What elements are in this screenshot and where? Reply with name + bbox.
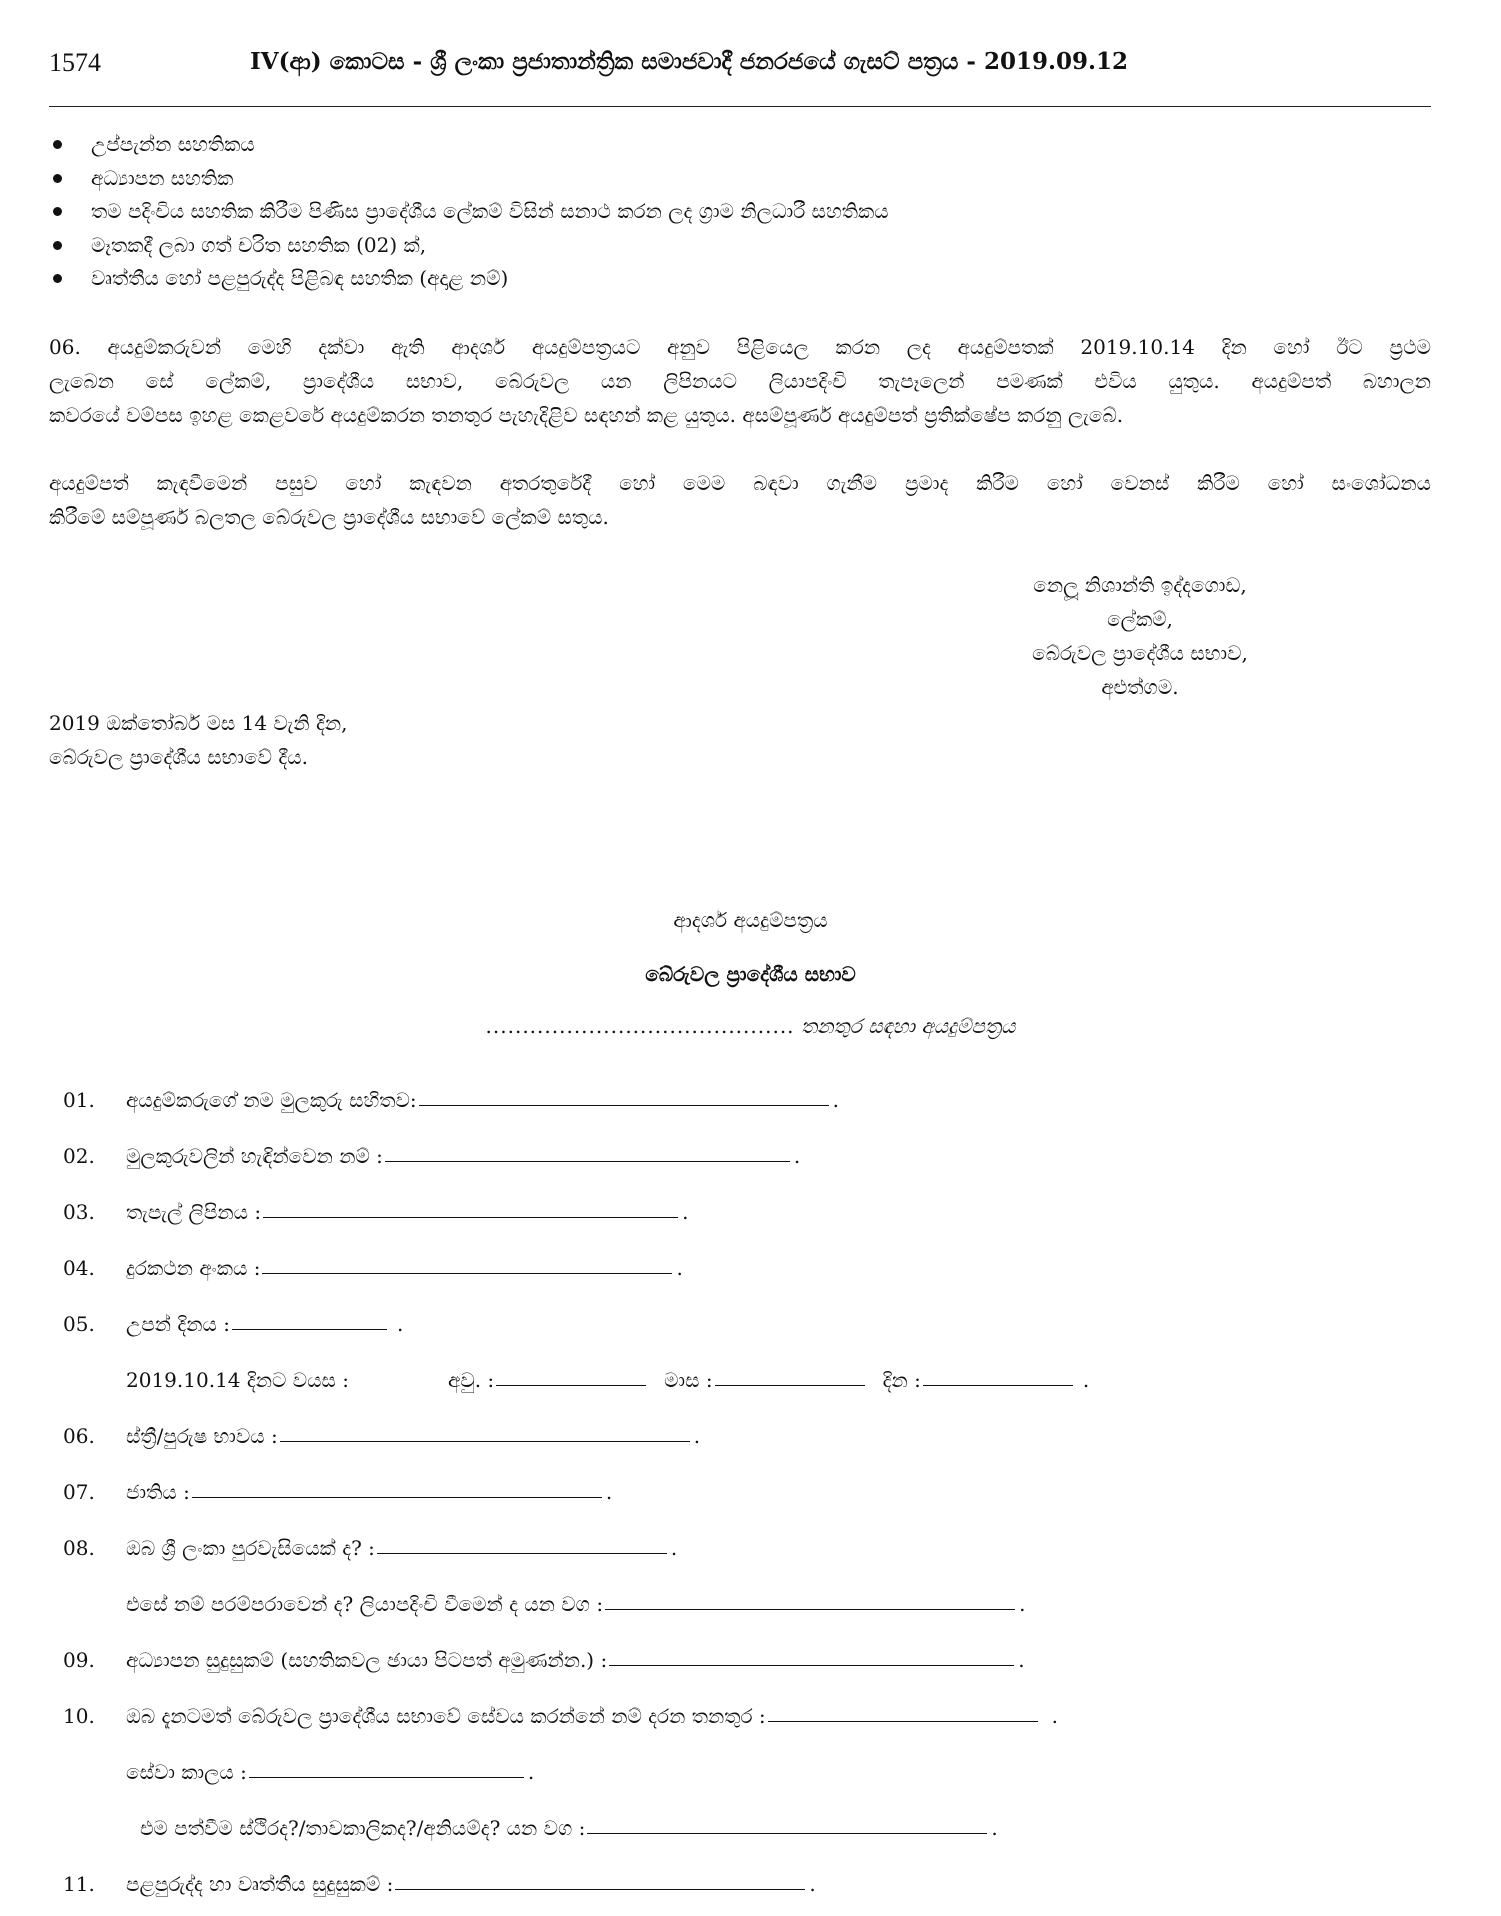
paragraph-line: කවරයේ වම්පස ඉහළ කෙළවරේ අයදුම්කරන තනතුර පැහැදිළිව සඳහන් කළ යුතුය. අසම්පූර්ණ අයදුම්පත් ප්‍රතික්ෂේප කරනු ලැබේ. [49, 403, 1124, 427]
list-item: උප්පැන්න සහතිකය [49, 130, 889, 164]
answer-blank[interactable] [395, 1875, 805, 1890]
question-number: 09. [63, 1648, 95, 1672]
form-question-row [126, 1312, 403, 1336]
answer-blank[interactable] [263, 1203, 678, 1218]
end-dot: . [1082, 1368, 1090, 1392]
end-dot: . [397, 1312, 404, 1336]
answer-blank[interactable] [609, 1651, 1014, 1666]
question-label: ජාතිය : [126, 1480, 190, 1504]
end-dot: . [991, 1816, 998, 1840]
list-item: මෑතකදී ලබා ගත් චරිත සහතික (02) ක්, [49, 231, 889, 265]
authority-paragraph [49, 466, 1431, 534]
form-issuing-body: බේරුවල ප්‍රාදේශීය සභාව [645, 962, 856, 986]
form-question-row [126, 1200, 688, 1224]
answer-blank[interactable] [587, 1819, 987, 1834]
question-label: පළපුරුද්ද හා වෘත්තීය සුදුසුකම් : [126, 1872, 394, 1896]
question-number: 02. [63, 1144, 95, 1168]
paragraph-line: කිරීමේ සම්පූර්ණ බලතල බේරුවල ප්‍රාදේශීය සභාවේ ලේකම් සතුය. [49, 505, 609, 529]
end-dot: . [605, 1480, 613, 1504]
list-item: තම පදිංචිය සහතික කිරීම පිණිස ප්‍රාදේශීය ලේකම් විසින් සනාථ කරන ලද ග්‍රාම නිලධාරී සහතිකය [49, 197, 889, 231]
end-dot: . [1051, 1704, 1058, 1728]
form-subtitle [0, 1014, 1501, 1038]
question-number: 05. [63, 1312, 95, 1336]
question-number: 11. [63, 1872, 95, 1896]
form-question-row [126, 1536, 677, 1560]
question-label: අයදුම්කරුගේ නම මුලකුරු සහිතව: [126, 1088, 417, 1112]
date-place-line: බේරුවල ප්‍රාදේශීය සභාවේ දීය. [49, 745, 308, 769]
form-question-row [126, 1704, 1058, 1728]
document-bullet-list [49, 130, 889, 298]
answer-blank[interactable] [768, 1707, 1038, 1722]
paragraph-line: ලැබෙන සේ ලේකම්, ප්‍රාදේශීය සභාව, බේරුවල යන ලිපිනයට ලියාපදිංචි තැපෑලෙන් පමණක් එවිය යුතුය. අයදුම්පත් බහාලන [49, 369, 1431, 393]
question-label: අධ්‍යාපන සුදුසුකම් (සහතිකවල ඡායා පිටපත් අමුණන්න.) : [126, 1648, 608, 1672]
question-number: 04. [63, 1256, 95, 1280]
end-dot: . [676, 1256, 683, 1280]
question-number: 08. [63, 1536, 95, 1560]
question-number: 01. [63, 1088, 95, 1112]
question-label: ඔබ ශ්‍රී ලංකා පුරවැසියෙක් ද? : [126, 1536, 375, 1560]
age-row [126, 1368, 1089, 1392]
answer-blank[interactable] [232, 1315, 387, 1330]
age-years-blank[interactable] [496, 1371, 646, 1386]
answer-blank[interactable] [249, 1763, 524, 1778]
form-question-subrow [126, 1592, 1025, 1616]
form-title: ආදර්ශ අයදුම්පත්‍රය [673, 908, 828, 932]
list-item: අධ්‍යාපන සහතික [49, 164, 889, 198]
service-period-label: සේවා කාලය : [126, 1760, 247, 1784]
running-header: IV(ආ) කොටස - ශ්‍රී ලංකා ප්‍රජාතාන්ත්‍රික සමාජවාදී ජනරජයේ ගැසට් පත්‍රය - 2019.09.12 [250, 48, 1128, 75]
question-number: 03. [63, 1200, 95, 1224]
form-question-row [126, 1872, 816, 1896]
date-block [49, 706, 347, 774]
signatory-name: නෙලූ නිශාන්ති ඉද්දගොඩ, [1033, 573, 1247, 597]
age-days-blank[interactable] [923, 1371, 1073, 1386]
form-question-row [126, 1256, 683, 1280]
form-question-subrow [126, 1760, 534, 1784]
date-line: 2019 ඔක්තෝබර් මස 14 වැනි දින, [49, 711, 348, 735]
age-days-label: දින : [882, 1368, 921, 1392]
answer-blank[interactable] [605, 1595, 1015, 1610]
position-placeholder-dots: .......................................... [485, 1014, 795, 1038]
signatory-place: අළුත්ගම. [1101, 675, 1179, 699]
paragraph-line: 06. අයදුම්කරුවන් මෙහි දක්වා ඇති ආදර්ශ අයදුම්පත්‍රයට අනුව පිළියෙල කරන ලද අයදුම්පතක් 2019.10.14 දින හෝ ඊට ප්‍රථම [49, 335, 1431, 359]
list-item: වෘත්තීය හෝ පළපුරුද්ද පිළිබඳ සහතික (අදාළ නම්) [49, 264, 889, 298]
age-months-blank[interactable] [715, 1371, 865, 1386]
answer-blank[interactable] [262, 1259, 672, 1274]
question-label: ඔබ දැනටමත් බේරුවල ප්‍රාදේශීය සභාවේ සේවය කරන්නේ නම් දරන තනතුර : [126, 1704, 766, 1728]
age-label: 2019.10.14 දිනට වයස : [126, 1368, 349, 1392]
signatory-office: බේරුවල ප්‍රාදේශීය සභාව, [1032, 641, 1248, 665]
question-label: ස්ත්‍රී/පුරුෂ භාවය : [126, 1424, 278, 1448]
form-subtitle-label: තනතුර සඳහා අයදුම්පත්‍රය [800, 1014, 1016, 1038]
question-number: 10. [63, 1704, 95, 1728]
question-label: තැපැල් ලිපිනය : [126, 1200, 262, 1224]
paragraph-line: අයදුම්පත් කැඳවීමෙන් පසුව හෝ කැඳවන අතරතුරේදී හෝ මෙම බඳවා ගැනීම ප්‍රමාද කිරීම හෝ වෙනස් කිරීම හෝ සංශෝධනය [49, 471, 1431, 495]
end-dot: . [693, 1424, 701, 1448]
end-dot: . [682, 1200, 689, 1224]
application-instructions-paragraph [49, 330, 1431, 432]
end-dot: . [793, 1144, 801, 1168]
form-question-row [126, 1648, 1025, 1672]
form-question-row [126, 1480, 612, 1504]
answer-blank[interactable] [280, 1427, 690, 1442]
form-question-row [126, 1088, 839, 1112]
age-years-label: අවු. : [448, 1368, 495, 1392]
question-label: උපන් දිනය : [126, 1312, 230, 1336]
form-question-row [126, 1144, 800, 1168]
age-months-label: මාස : [664, 1368, 713, 1392]
answer-blank[interactable] [419, 1091, 829, 1106]
answer-blank[interactable] [192, 1483, 602, 1498]
signatory-title: ලේකම්, [1107, 607, 1173, 631]
question-label: දුරකථන අංකය : [126, 1256, 261, 1280]
header-rule [49, 106, 1431, 107]
signature-block [980, 568, 1300, 704]
page-number: 1574 [49, 48, 101, 77]
form-question-subrow [140, 1816, 998, 1840]
end-dot: . [527, 1760, 535, 1784]
end-dot: . [832, 1088, 839, 1112]
answer-blank[interactable] [385, 1147, 790, 1162]
end-dot: . [1018, 1648, 1025, 1672]
question-sublabel: එසේ නම් පරම්පරාවෙන් ද? ලියාපදිංචි වීමෙන් ද යන වග : [126, 1592, 604, 1616]
question-number: 06. [63, 1424, 95, 1448]
answer-blank[interactable] [377, 1539, 667, 1554]
end-dot: . [809, 1872, 816, 1896]
appointment-type-label: එම පත්වීම ස්ථිරද?/තාවකාලිකද?/අනියම්ද? යන වග : [140, 1816, 586, 1840]
question-number: 07. [63, 1480, 95, 1504]
end-dot: . [670, 1536, 678, 1560]
form-question-row [126, 1424, 700, 1448]
question-label: මුලකුරුවලින් හැඳින්වෙන නම් : [126, 1144, 383, 1168]
end-dot: . [1019, 1592, 1026, 1616]
